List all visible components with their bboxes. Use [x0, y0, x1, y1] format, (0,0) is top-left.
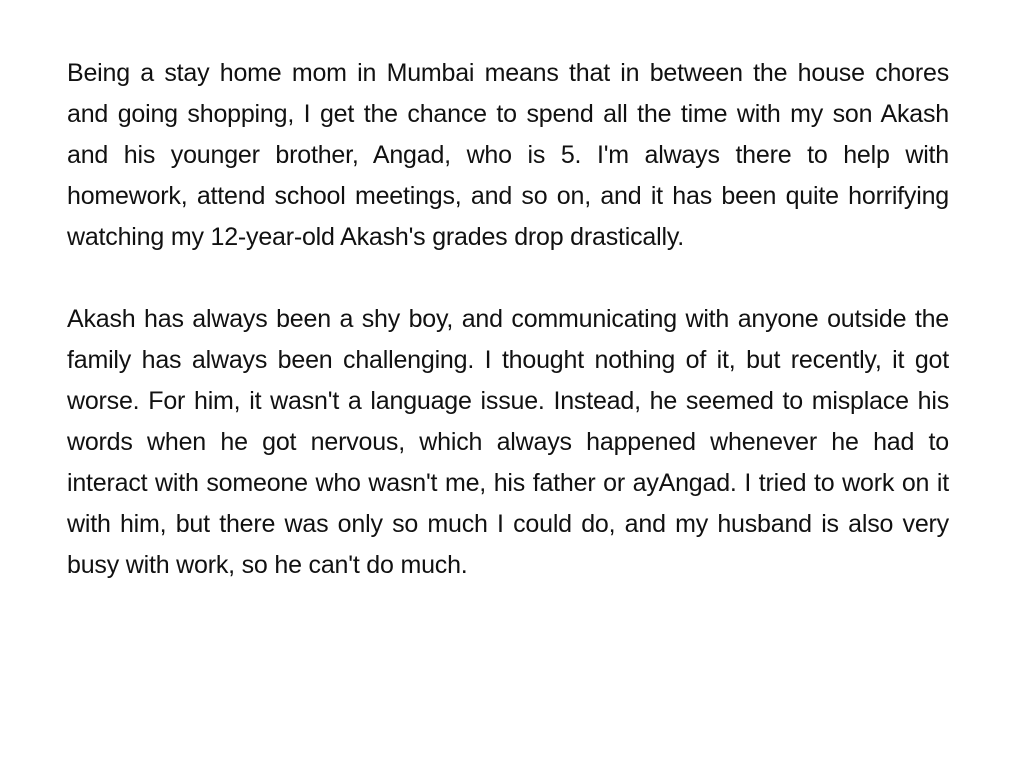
paragraph-2: Akash has always been a shy boy, and communicating with anyone outside the family has always been challenging. I thought nothing of it, but recently, it got worse. For him, it wasn't a language issue. Instead, he seemed to misplace his words when he got nervous, which always happened whenever he had to interact with someone who wasn't me, his father or ayAngad. I tried to work on it with him, but there was only so much I could do, and my husband is also very busy with work, so he can't do much. [67, 305, 949, 579]
paragraph-1: Being a stay home mom in Mumbai means that in between the house chores and going shopping, I get the chance to spend all the time with my son Akash and his younger brother, Angad, who is 5. I'm always there to help with homework, attend school meetings, and so on, and it has been quite horrifying watching my 12-year-old Akash's grades drop drastically. [67, 59, 949, 251]
document-body [67, 53, 949, 586]
